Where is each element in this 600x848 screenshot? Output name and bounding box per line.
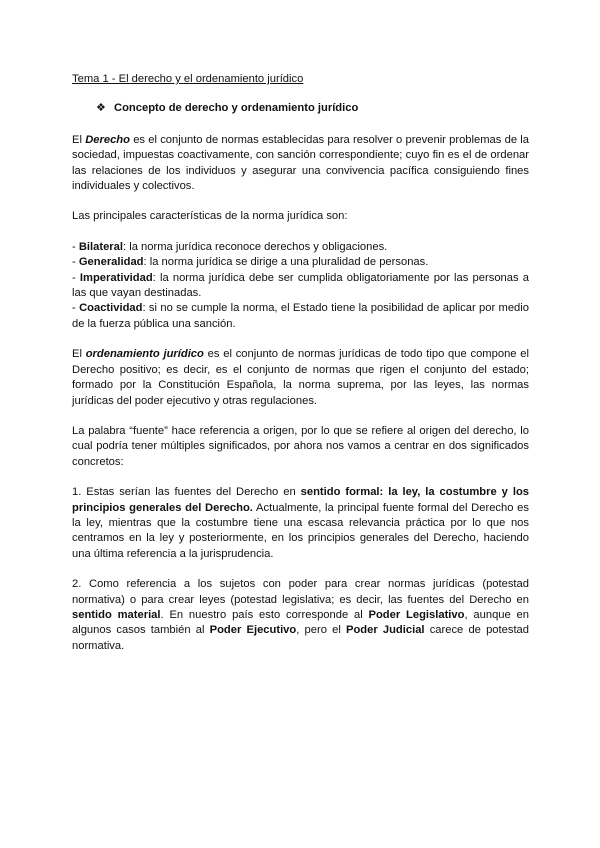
characteristics-list [72,240,529,332]
paragraph-derecho-definition [72,133,529,195]
list-dash: - [72,256,79,269]
term-derecho: Derecho [85,133,130,146]
bold-run: sentido material [72,608,161,621]
paragraph-sentido-material [72,577,529,654]
list-text: : si no se cumple la norma, el Estado tiene la posibilidad de aplicar por medio de la fuerza pública una sanción. [72,302,529,330]
text-run: es el conjunto de normas establecidas para resolver o prevenir problemas de la sociedad, impuestas coactivamente, con sanción correspondiente; cuyo fin es el de ordenar las relaciones de los individuos y asegurar una convivencia pacífica consiguiendo fines individuales y colectivos. [72,133,529,193]
text-run: El [72,133,86,146]
term-ordenamiento: ordenamiento jurídico [85,348,204,361]
text-run: carece de potestad normativa. [72,624,529,652]
list-text: : la norma jurídica reconoce derechos y obligaciones. [123,240,388,253]
text-run: . En nuestro país esto corresponde al [160,608,369,621]
text-run: 2. Como referencia a los sujetos con poder para crear normas jurídicas (potestad normativa) o para crear leyes (potestad legislativa; es decir, las fuentes del Derecho en [72,578,529,606]
page-title: Tema 1 - El derecho y el ordenamiento jurídico [72,73,304,85]
bold-run: sentido formal: la ley, la costumbre y los principios generales del Derecho. [72,486,529,514]
list-dash: - [72,271,80,284]
bold-run: Poder Judicial [345,624,425,637]
text-run: 1. Estas serían las fuentes del Derecho en [72,486,301,499]
list-term: Generalidad [78,256,144,269]
diamond-bullet-icon: ❖ [96,102,107,115]
list-term: Imperatividad [79,271,153,284]
list-item [72,301,529,332]
text-run: , pero el [296,624,346,637]
bold-run: Poder Legislativo [368,608,465,621]
list-text: : la norma jurídica se dirige a una pluralidad de personas. [143,256,429,269]
paragraph-ordenamiento-definition [72,347,529,409]
paragraph-characteristics-intro: Las principales características de la norma jurídica son: [72,210,348,223]
list-term: Coactividad [79,302,143,315]
document-body [72,72,529,669]
text-run: , aunque en algunos casos también al [72,608,529,637]
list-dash: - [72,240,79,253]
bold-run: Poder Ejecutivo [209,624,297,637]
list-item [72,240,529,255]
text-run: Actualmente, la principal fuente formal del Derecho es la ley, mientras que la costumbre tiene una escasa relevancia práctica por lo que nos centramos en la ley y posteriormente, en los principios generales del Derecho, haciendo una última referencia a la jurisprudencia. [72,501,529,560]
list-item [72,255,529,270]
section-heading [96,101,529,116]
list-text: : la norma jurídica debe ser cumplida obligatoriamente por las personas a las que vayan destinadas. [72,271,529,300]
list-term: Bilateral [78,240,123,253]
list-dash: - [72,302,80,315]
paragraph-fuente: La palabra “fuente” hace referencia a origen, por lo que se refiere al origen del derecho, lo cual podría tener múltiples significados, por ahora nos vamos a centrar en dos significados concretos: [72,424,529,468]
list-item [72,271,529,302]
text-run: es el conjunto de normas jurídicas de todo tipo que compone el Derecho positivo; es decir, es el conjunto de normas que rigen el conjunto del estado; formado por la Constitución Española, la norma suprema, por las leyes, las normas jurídicas del poder ejecutivo y otras regulaciones. [72,348,529,407]
text-run: El [72,348,86,361]
paragraph-sentido-formal [72,485,529,562]
section-heading-text: Concepto de derecho y ordenamiento jurídico [114,102,359,115]
